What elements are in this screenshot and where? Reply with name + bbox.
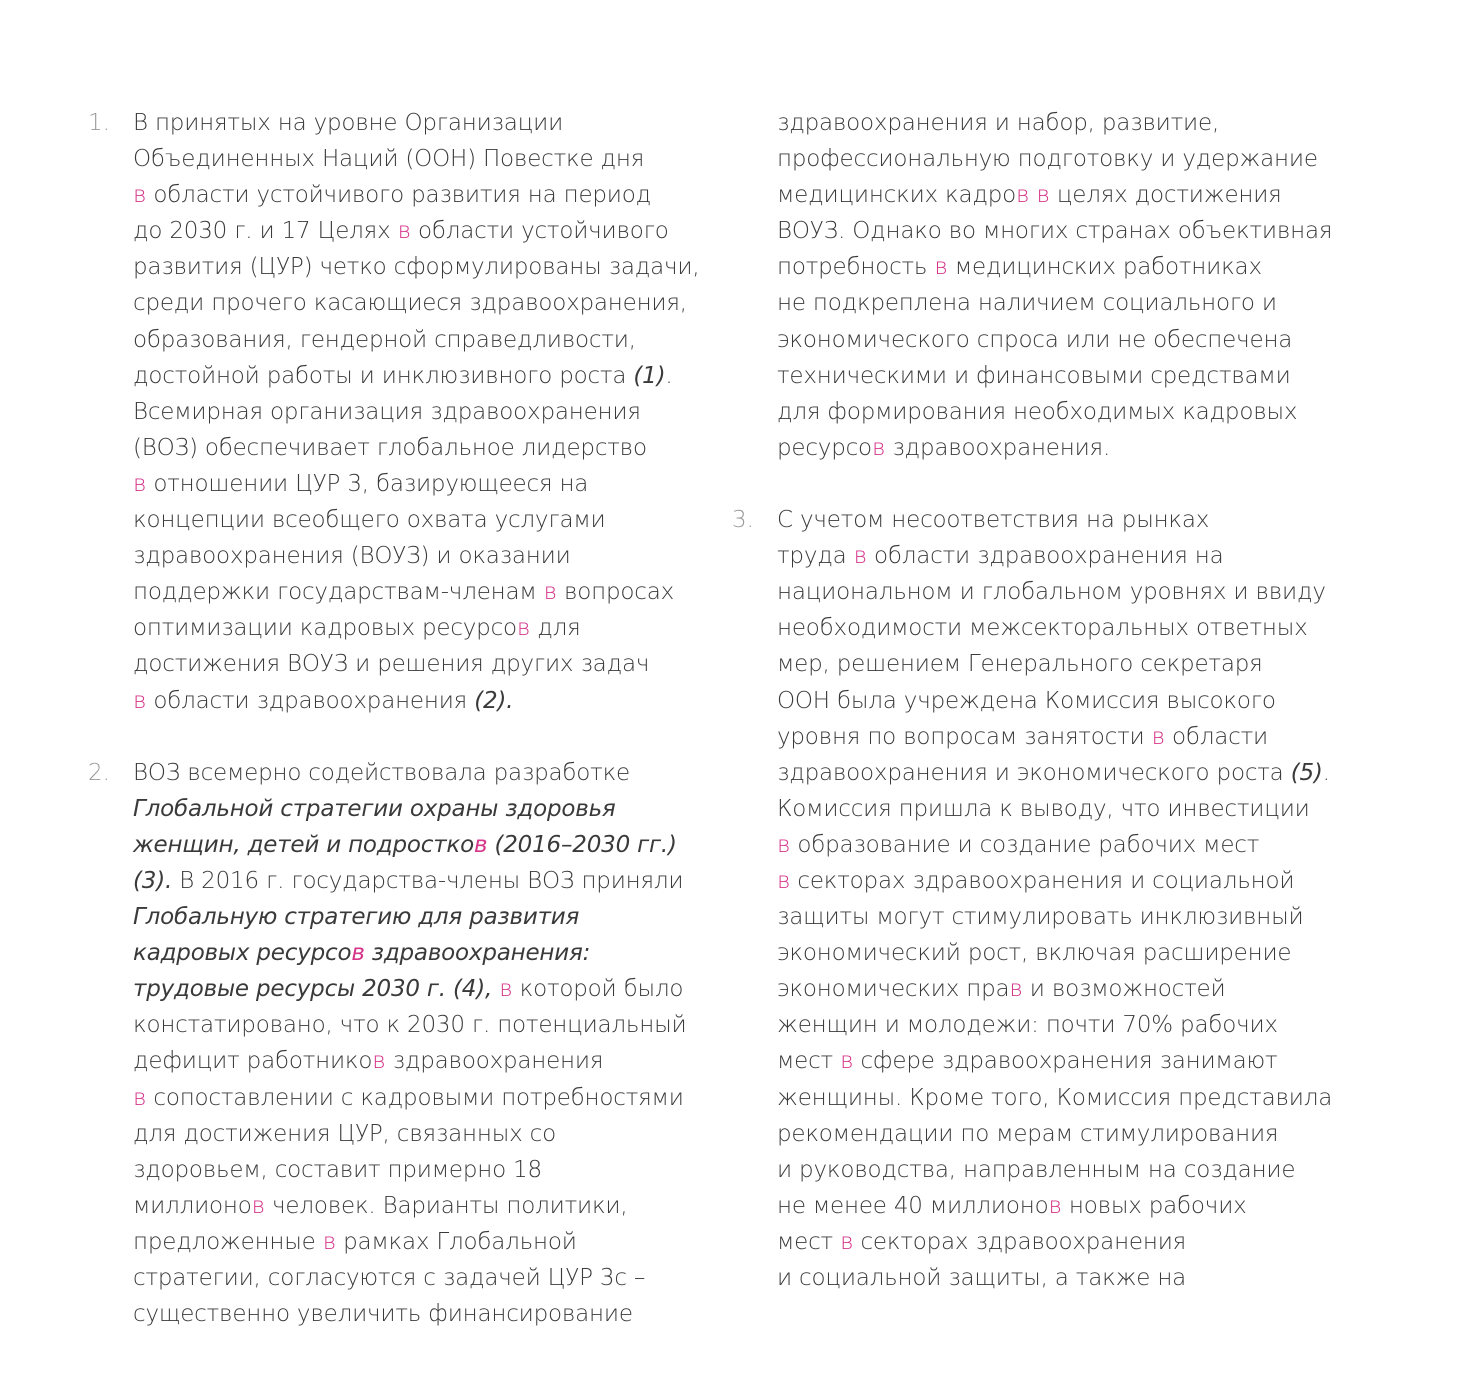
highlighted-preposition: в [543,579,557,606]
highlighted-preposition: в [322,1228,336,1255]
text-line [777,105,1332,141]
numbered-paragraph [88,105,700,719]
text-segment: миллионо [133,1192,252,1219]
text-segment: ООН была учреждена Комиссия высокого [777,687,1276,714]
text-segment: области здравоохранения [146,687,475,714]
text-segment: развития (ЦУР) четко сформулированы задачи, [133,254,700,281]
text-segment: В 2016 г. государства-члены ВОЗ приняли [172,867,684,894]
highlighted-preposition: в [777,867,791,894]
text-segment: здравоохранения (ВОУЗ) и оказании [133,543,571,570]
text-line [133,1296,699,1332]
italic-text: кадровых ресурсо [133,940,352,967]
text-line [777,971,1332,1007]
text-segment: экономический рост, включая расширение [777,940,1292,967]
text-line [133,177,699,213]
right-column [732,105,1333,1332]
highlighted-preposition: в [133,687,147,714]
text-line [133,1224,699,1260]
text-segment: для [530,615,581,642]
text-segment: здравоохранения. [885,434,1111,461]
numbered-paragraph [777,105,1332,466]
text-segment: экономического спроса или не обеспечена [777,326,1293,353]
text-line [133,863,699,899]
highlighted-preposition: в [133,470,147,497]
numbered-paragraph [88,755,699,1333]
text-line [777,1188,1332,1224]
text-segment: для формирования необходимых кадровых [777,398,1298,425]
text-line [133,1007,699,1043]
text-segment: экономических пра [777,976,1010,1003]
highlighted-preposition: в [474,831,488,858]
text-segment: Объединенных Наций (ООН) Повестке дня [133,146,645,173]
text-segment: сфере здравоохранения занимают [853,1048,1278,1075]
text-segment: женщины. Кроме того, Комиссия представила [777,1084,1333,1111]
text-line [777,141,1332,177]
highlighted-preposition: в [1036,182,1050,209]
text-segment: отношении ЦУР 3, базирующееся на [146,470,589,497]
text-segment: области устойчивого развития на период [146,182,652,209]
text-segment: которой было [512,976,684,1003]
text-segment: С учетом несоответствия на рынках [777,507,1210,534]
text-line [777,719,1332,755]
left-column [88,105,700,1368]
text-segment: мест [777,1228,841,1255]
highlighted-preposition: в [351,940,365,967]
text-line [133,935,699,971]
text-line [133,502,699,538]
text-line [777,213,1332,249]
text-segment: секторах здравоохранения [853,1228,1187,1255]
text-segment: констатировано, что к 2030 г. потенциальный [133,1012,687,1039]
text-segment: области [1164,723,1268,750]
text-line [133,322,699,358]
italic-text: Глобальной стратегии охраны здоровья [133,795,616,822]
text-segment: защиты могут стимулировать инклюзивный [777,904,1304,931]
highlighted-preposition: в [516,615,531,642]
text-segment: здравоохранения и экономического роста [777,759,1291,786]
text-line [133,1152,699,1188]
text-line [133,538,699,574]
highlighted-preposition: в [840,1228,854,1255]
text-line [777,610,1332,646]
italic-text: здравоохранения: [364,940,591,967]
text-line [777,863,1332,899]
paragraph-number: 3. [732,507,754,534]
highlighted-preposition: в [871,434,886,461]
text-segment: уровня по вопросам занятости [777,723,1152,750]
highlighted-preposition: в [372,1048,386,1075]
text-segment: труда [777,543,854,570]
text-segment: ресурсо [777,434,872,461]
text-segment: для достижения ЦУР, связанных со [133,1120,556,1147]
highlighted-preposition: в [133,1084,147,1111]
text-segment: медицинских кадро [777,182,1017,209]
text-segment: человек. Варианты политики, [264,1192,628,1219]
text-line [133,105,699,141]
text-line [777,827,1332,863]
text-segment: оптимизации кадровых ресурсо [133,615,517,642]
paragraph-number: 1. [88,110,110,136]
text-segment: здравоохранения и набор, развитие, [777,110,1220,136]
text-segment: предложенные [133,1228,323,1255]
highlighted-preposition: в [251,1192,265,1219]
text-line [133,1260,699,1296]
text-segment: стратегии, согласуются с задачей ЦУР 3с – [133,1265,646,1291]
text-line [133,430,699,466]
text-segment: здравоохранения [385,1048,604,1075]
numbered-paragraph [732,502,1333,1296]
text-line [777,177,1332,213]
text-line [777,538,1332,574]
text-segment: (ВОЗ) обеспечивает глобальное лидерство [133,434,647,461]
text-line [777,646,1332,682]
text-line [133,791,699,827]
text-segment: здоровьем, составит примерно 18 [133,1156,542,1183]
text-line [133,1080,699,1116]
text-segment: Всемирная организация здравоохранения [133,398,641,425]
text-segment: потребность [777,254,935,281]
italic-text: трудовые ресурсы 2030 г. (4), [133,976,493,1003]
text-line [777,285,1332,321]
text-segment: женщин и молодежи: почти 70% рабочих [777,1012,1278,1039]
text-line [133,1043,699,1079]
text-segment: не подкреплена наличием социального и [777,290,1277,317]
text-line [777,1260,1332,1296]
text-line [777,358,1332,394]
text-segment: дефицит работнико [133,1048,373,1075]
text-line [133,394,699,430]
highlighted-preposition: в [1016,182,1030,209]
highlighted-preposition: в [934,254,948,281]
text-segment: техническими и финансовыми средствами [777,362,1291,389]
highlighted-preposition: в [853,543,867,570]
text-segment: национальном и глобальном уровнях и ввиду [777,579,1326,606]
text-segment: и руководства, направленным на создание [777,1156,1296,1183]
italic-text: женщин, детей и подростко [133,831,474,858]
italic-text: (2016–2030 гг.) [487,831,677,858]
text-line [133,213,699,249]
text-segment: необходимости межсекторальных ответных [777,615,1308,642]
text-line [777,1224,1332,1260]
text-line [133,358,699,394]
text-line [133,285,699,321]
text-line [777,394,1332,430]
italic-text: Глобальную стратегию для развития [133,904,580,931]
text-line [777,322,1332,358]
highlighted-preposition: в [840,1048,854,1075]
text-line [133,971,699,1007]
text-segment: достойной работы и инклюзивного роста [133,362,634,389]
text-line [133,827,699,863]
highlighted-preposition: в [499,976,513,1003]
text-line [777,791,1332,827]
italic-text: (5) [1290,759,1323,786]
text-line [133,141,699,177]
text-segment: . [1322,759,1330,786]
italic-text: (1) [633,362,666,389]
text-segment: секторах здравоохранения и социальной [790,867,1295,894]
text-line [777,1043,1332,1079]
text-segment: ВОЗ всемерно содействовала разработке [133,759,630,786]
highlighted-preposition: в [397,218,411,245]
text-line [777,1116,1332,1152]
text-segment: рамках Глобальной [336,1228,577,1255]
text-segment: Комиссия пришла к выводу, что инвестиции [777,795,1310,822]
text-line [133,755,699,791]
text-line [133,899,699,935]
text-line [777,899,1332,935]
text-segment: существенно увеличить финансирование [133,1301,633,1328]
text-segment: области устойчивого [410,218,669,245]
text-segment: образование и создание рабочих мест [790,831,1260,858]
text-line [133,1116,699,1152]
highlighted-preposition: в [133,182,147,209]
text-segment: и возможностей [1022,976,1226,1003]
text-segment: профессиональную подготовку и удержание [777,146,1318,173]
highlighted-preposition: в [777,831,791,858]
text-line [777,1152,1332,1188]
text-segment: области здравоохранения на [866,543,1224,570]
italic-text: (3). [133,867,173,894]
text-line [777,755,1332,791]
text-segment: поддержки государствам-членам [133,579,544,606]
text-segment: В принятых на уровне Организации [133,110,564,136]
text-segment: медицинских работниках [947,254,1262,281]
text-line [777,935,1332,971]
text-segment: ВОУЗ. Однако во многих странах объективная [777,218,1333,245]
text-segment: целях достижения [1049,182,1282,209]
highlighted-preposition: в [1048,1192,1062,1219]
text-line [777,683,1332,719]
text-segment: образования, гендерной справедливости, [133,326,636,353]
text-segment: до 2030 г. и 17 Целях [133,218,398,245]
text-line [777,502,1332,538]
text-segment: . [665,362,673,389]
highlighted-preposition: в [1009,976,1023,1003]
text-segment: не менее 40 миллионо [777,1192,1049,1219]
text-segment: достижения ВОУЗ и решения других задач [133,651,650,678]
text-segment: среди прочего касающиеся здравоохранения, [133,290,687,317]
text-segment: мер, решением Генерального секретаря [777,651,1263,678]
italic-text: (2). [474,687,514,714]
text-line [133,466,699,502]
text-segment: мест [777,1048,841,1075]
text-line [133,610,699,646]
text-segment: концепции всеобщего охвата услугами [133,507,606,534]
text-segment: рекомендации по мерам стимулирования [777,1120,1279,1147]
text-line [133,646,699,682]
highlighted-preposition: в [1151,723,1165,750]
text-line [133,1188,699,1224]
paragraph-number: 2. [88,759,110,786]
text-segment: новых рабочих [1061,1192,1247,1219]
text-line [133,249,699,285]
text-line [133,574,699,610]
text-line [777,1007,1332,1043]
text-line [777,249,1332,285]
text-line [777,574,1332,610]
text-line [133,683,699,719]
text-segment: сопоставлении с кадровыми потребностями [146,1084,684,1111]
text-line [777,1080,1332,1116]
text-segment: вопросах [556,579,675,606]
text-segment: и социальной защиты, а также на [777,1265,1187,1291]
text-line [777,430,1332,466]
